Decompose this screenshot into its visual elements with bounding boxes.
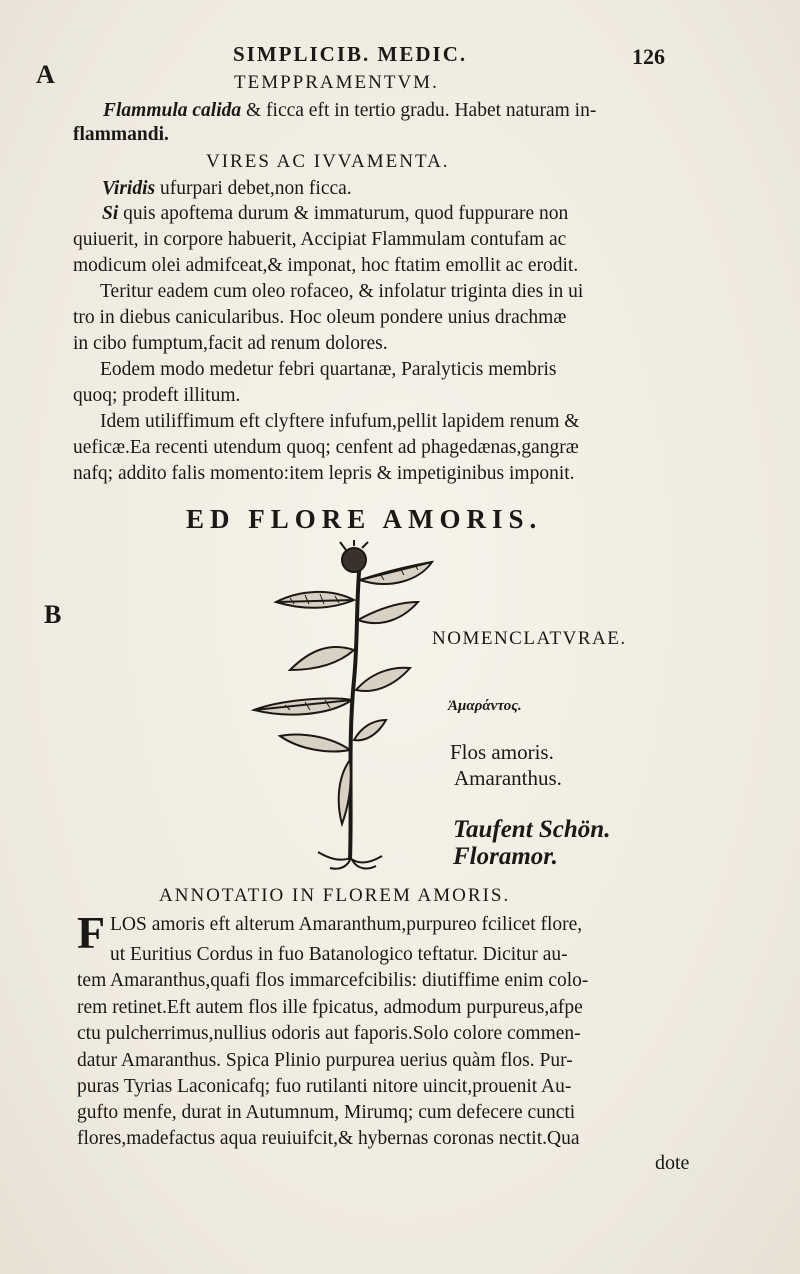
latin-name-2: Amaranthus. (454, 766, 562, 790)
text-line: nafq; addito falis momento:item lepris & impetiginibus imponit. (73, 463, 575, 484)
annotation-line: gufto menfe, durat in Autumnum, Mirumq; cum defecere cuncti (77, 1102, 576, 1123)
annotation-line: datur Amaranthus. Spica Plinio purpurea uerius quàm flos. Pur- (77, 1050, 573, 1071)
catchword: dote (655, 1152, 690, 1174)
annotation-line: flores,madefactus aqua reuiuifcit,& hybernas coronas nectit.Qua (77, 1128, 580, 1149)
annotation-line: rem retinet.Eft autem flos ille fpicatus, admodum purpureus,afpe (77, 997, 583, 1018)
temperament-line-2: flammandi. (73, 124, 169, 145)
nomenclature-heading: NOMENCLATVRAE. (432, 628, 627, 649)
page-number: 126 (632, 44, 665, 69)
drop-cap: F (77, 907, 106, 958)
text-line: in cibo fumptum,facit ad renum dolores. (73, 333, 388, 354)
amaranth-woodcut-illustration (250, 540, 440, 870)
annotation-heading: ANNOTATIO IN FLOREM AMORIS. (159, 885, 511, 906)
annotation-line: puras Tyrias Laconicafq; fuo rutilanti nitore uincit,prouenit Au- (77, 1076, 572, 1097)
greek-name: Ἀμαράντος. (448, 698, 522, 714)
temperament-lead: Flammula calida (103, 100, 242, 121)
temperament-line-1 (103, 99, 596, 123)
annotation-line: ctu pulcherrimus,nullius odoris aut faporis.Solo colore commen- (77, 1023, 581, 1044)
temperament-heading: TEMPPRAMENTVM. (234, 72, 439, 93)
text-line: Eodem modo medetur febri quartanæ, Paralyticis membris (100, 359, 557, 380)
section-title: ED FLORE AMORIS. (186, 504, 543, 534)
text-line: Si quis apoftema durum & immaturum, quod fuppurare non (102, 203, 569, 224)
temperament-text: & ficca eft in tertio gradu. Habet naturam in- (241, 100, 597, 121)
vires-text: ufurpari debet,non ficca. (155, 178, 352, 199)
annotation-line: tem Amaranthus,quafi flos immarcefcibilis: diutiffime enim colo- (77, 970, 589, 991)
text-line: modicum olei admifceat,& imponat, hoc ftatim emollit ac erodit. (73, 255, 579, 276)
text-line: Idem utiliffimum eft clyftere infufum,pellit lapidem renum & (100, 411, 580, 432)
margin-mark-b: B (44, 600, 62, 629)
vires-line (102, 177, 352, 201)
annotation-line: LOS amoris eft alterum Amaranthum,purpureo fcilicet flore, (110, 914, 583, 935)
vires-lead: Viridis (102, 178, 156, 199)
annotation-line: ut Euritius Cordus in fuo Batanologico teftatur. Dicitur au- (110, 944, 568, 965)
text-line: quoq; prodeft illitum. (73, 385, 241, 406)
vires-heading: VIRES AC IVVAMENTA. (206, 151, 450, 172)
german-name-2: Floramor. (453, 843, 558, 870)
text-line: Teritur eadem cum oleo rofaceo, & infolatur triginta dies in ui (100, 281, 584, 302)
text-line: tro in diebus canicularibus. Hoc oleum pondere unius drachmæ (73, 307, 567, 328)
german-name-1: Taufent Schön. (453, 816, 611, 843)
latin-name-1: Flos amoris. (450, 740, 554, 764)
text-line: quiuerit, in corpore habuerit, Accipiat Flammulam contufam ac (73, 229, 567, 250)
margin-mark-a: A (36, 60, 55, 89)
running-title: SIMPLICIB. MEDIC. (233, 42, 468, 66)
text-line: ueficæ.Ea recenti utendum quoq; cenfent ad phagedænas,gangræ (73, 437, 579, 458)
